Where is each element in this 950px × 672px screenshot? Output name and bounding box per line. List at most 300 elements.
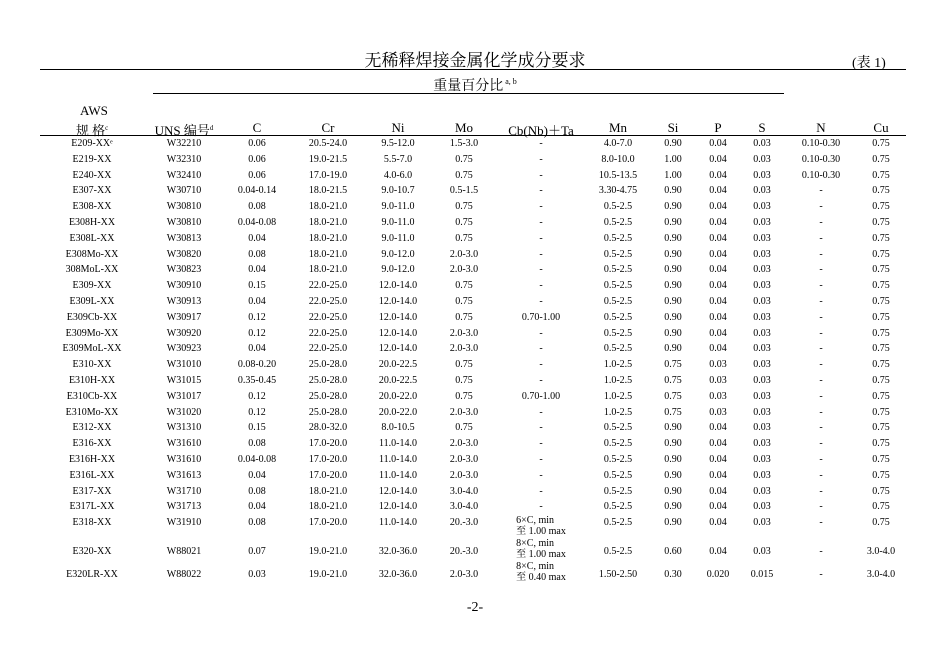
table-cell: 0.08 (248, 517, 266, 529)
table-cell: W30810 (166, 201, 202, 213)
table-cell: 0.75 (455, 374, 473, 386)
header-cr: Cr (321, 120, 335, 135)
cbta-formula-max: 至 0.40 max (516, 572, 566, 584)
table-cell: - (819, 517, 823, 529)
table-cell: 0.04 (709, 546, 727, 558)
table-cell: 0.03 (753, 280, 771, 292)
table-cell: - (819, 406, 823, 418)
table-cell: 0.04 (248, 343, 266, 355)
header-uns-note: d (209, 124, 214, 132)
table-cell: W31015 (166, 374, 202, 386)
table-cell: 0.90 (664, 453, 682, 465)
table-cell: 0.75 (872, 469, 890, 481)
table-cell: 19.0-21.0 (308, 546, 348, 558)
cbta-formula-max: 至 1.00 max (516, 526, 566, 538)
table-cell: 5.5-7.0 (383, 153, 413, 165)
table-cell: 0.12 (248, 406, 266, 418)
table-row (0, 294, 950, 310)
table-row (0, 152, 950, 168)
table-cell: E307-XX (72, 185, 112, 197)
table-cell: 0.020 (706, 569, 730, 581)
table-cell: - (819, 216, 823, 228)
table-cell: 0.90 (664, 185, 682, 197)
table-cell: E219-XX (72, 153, 112, 165)
table-cell: - (539, 374, 543, 386)
table-cell: 0.04 (709, 201, 727, 213)
table-cell: - (539, 438, 543, 450)
table-cell: 8.0-10.0 (601, 153, 635, 165)
table-cell: W30920 (166, 327, 202, 339)
table-cell: - (539, 327, 543, 339)
table-cell: 0.04 (709, 327, 727, 339)
table-cell: 9.0-11.0 (381, 216, 415, 228)
table-cell: 0.08 (248, 201, 266, 213)
table-cell: 0.03 (753, 517, 771, 529)
table-cell: 0.75 (872, 517, 890, 529)
table-cell: 0.04 (709, 280, 727, 292)
table-cell: 0.90 (664, 248, 682, 260)
table-cell: W30810 (166, 216, 202, 228)
table-row (0, 420, 950, 436)
table-cell: 17.0-20.0 (308, 438, 348, 450)
table-row (0, 468, 950, 484)
table-cell: 0.04 (248, 295, 266, 307)
table-cell: 0.75 (455, 390, 473, 402)
table-cell: W31613 (166, 469, 202, 481)
table-cell: W31610 (166, 453, 202, 465)
table-cell: 0.90 (664, 201, 682, 213)
table-cell: 0.03 (709, 406, 727, 418)
table-cell: E317L-XX (69, 501, 115, 513)
table-cell: 17.0-20.0 (308, 469, 348, 481)
table-cell: 0.03 (753, 343, 771, 355)
table-row (0, 247, 950, 263)
table-row (0, 484, 950, 500)
table-cell: 1.0-2.5 (603, 374, 633, 386)
page-number: -2- (466, 600, 484, 615)
table-cell: E312-XX (72, 422, 112, 434)
table-row (0, 231, 950, 247)
table-row (0, 405, 950, 421)
table-cell: - (539, 453, 543, 465)
table-cell: 0.5-2.5 (603, 469, 633, 481)
table-cell: - (819, 343, 823, 355)
table-cell: 0.12 (248, 327, 266, 339)
table-cell: 0.04 (709, 517, 727, 529)
table-cell: 22.0-25.0 (308, 295, 348, 307)
table-cell: W30813 (166, 232, 202, 244)
table-cell: 0.90 (664, 138, 682, 149)
cbta-formula-max: 至 1.00 max (516, 549, 566, 561)
table-cell: 3.30-4.75 (598, 185, 638, 197)
table-cell: 0.75 (872, 185, 890, 197)
table-cell: 0.03 (753, 201, 771, 213)
table-cell: 20.-3.0 (449, 517, 479, 529)
table-cell: 19.0-21.0 (308, 569, 348, 581)
table-cell: 3.0-4.0 (449, 485, 479, 497)
table-cell: W30917 (166, 311, 202, 323)
table-cell: 2.0-3.0 (449, 438, 479, 450)
table-cell: 0.04 (709, 485, 727, 497)
table-cell: 0.90 (664, 311, 682, 323)
table-row (0, 262, 950, 278)
table-cell: - (539, 153, 543, 165)
table-cell: 12.0-14.0 (378, 327, 418, 339)
table-row (0, 310, 950, 326)
table-cell: 0.03 (753, 406, 771, 418)
table-cell: 0.90 (664, 517, 682, 529)
table-cell: 0.75 (872, 390, 890, 402)
table-cell: 0.75 (872, 153, 890, 165)
table-cell: - (819, 569, 823, 581)
table-cell: 25.0-28.0 (308, 374, 348, 386)
subtitle-notes: a, b (505, 77, 517, 86)
table-cell: - (539, 248, 543, 260)
header-aws: AWS (80, 103, 108, 118)
table-cell: W88022 (166, 569, 202, 581)
table-cell: W32410 (166, 169, 202, 181)
table-cell: 0.04 (709, 216, 727, 228)
table-cell: W30820 (166, 248, 202, 260)
table-cell: - (819, 359, 823, 371)
table-cell: 1.0-2.5 (603, 406, 633, 418)
table-cell: 18.0-21.0 (308, 216, 348, 228)
table-cell: W32310 (166, 153, 202, 165)
table-cell: 0.04 (248, 232, 266, 244)
table-cell: - (539, 501, 543, 513)
table-cell: 9.0-12.0 (381, 264, 415, 276)
table-cell: 0.04 (709, 343, 727, 355)
table-cell: 18.0-21.0 (308, 501, 348, 513)
table-cell: E316H-XX (68, 453, 116, 465)
table-cell: 0.04 (709, 295, 727, 307)
table-cell: 0.04-0.08 (237, 216, 277, 228)
table-cell: E310Cb-XX (66, 390, 118, 402)
header-spec-text: 规 格 (75, 123, 106, 138)
table-cell: 8.0-10.5 (381, 422, 415, 434)
table-cell: 0.04 (248, 264, 266, 276)
table-cell: 0.75 (664, 390, 682, 402)
table-cell: 9.0-11.0 (381, 232, 415, 244)
table-cell: E240-XX (72, 169, 112, 181)
header-cu: Cu (873, 120, 889, 135)
table-cell: 0.5-2.5 (603, 438, 633, 450)
header-mo: Mo (454, 120, 474, 135)
table-cell: 12.0-14.0 (378, 343, 418, 355)
table-cell: 0.5-2.5 (603, 517, 633, 529)
table-cell: 0.04 (709, 438, 727, 450)
table-cell: 2.0-3.0 (449, 469, 479, 481)
table-cell: 9.0-12.0 (381, 248, 415, 260)
table-row (0, 326, 950, 342)
table-cell: E309MoL-XX (62, 343, 122, 355)
table-cell: W30913 (166, 295, 202, 307)
table-cell: 0.06 (248, 138, 266, 149)
table-cell: W31010 (166, 359, 202, 371)
table-cell: 0.06 (248, 153, 266, 165)
table-cell: - (539, 280, 543, 292)
table-cell: 22.0-25.0 (308, 280, 348, 292)
header-cbta: Cb(Nb)＋Ta (508, 123, 574, 138)
table-cell: 0.04 (709, 185, 727, 197)
table-cell: 17.0-19.0 (308, 169, 348, 181)
table-cell: - (539, 295, 543, 307)
cbta-formula-min: 8×C, min (516, 538, 555, 550)
table-cell: 0.75 (455, 169, 473, 181)
table-cell: 0.75 (455, 280, 473, 292)
table-cell: - (819, 248, 823, 260)
table-cell: 0.75 (872, 232, 890, 244)
table-cell: 0.75 (455, 216, 473, 228)
table-cell: - (539, 485, 543, 497)
table-cell: 18.0-21.0 (308, 264, 348, 276)
table-cell: - (819, 327, 823, 339)
table-cell: E308-XX (72, 201, 112, 213)
table-row (0, 436, 950, 452)
table-cell: - (819, 453, 823, 465)
table-cell: 2.0-3.0 (449, 343, 479, 355)
table-cell: 0.10-0.30 (801, 169, 841, 181)
table-cell: 0.75 (455, 311, 473, 323)
table-cell: 18.0-21.0 (308, 485, 348, 497)
table-cell: 3.0-4.0 (866, 546, 896, 558)
table-cell: 308MoL-XX (65, 264, 119, 276)
table-cell: 0.75 (455, 422, 473, 434)
table-cell: - (539, 216, 543, 228)
table-cell: 4.0-6.0 (383, 169, 413, 181)
table-cell: E320LR-XX (66, 569, 118, 581)
table-cell: E317-XX (72, 485, 112, 497)
table-cell: - (539, 264, 543, 276)
table-cell: 0.90 (664, 422, 682, 434)
table-cell: - (819, 201, 823, 213)
table-number: (表 1) (852, 56, 886, 71)
table-cell: 25.0-28.0 (308, 406, 348, 418)
table-cell: E316-XX (72, 438, 112, 450)
table-cell: 0.04 (709, 248, 727, 260)
table-cell: 0.03 (753, 453, 771, 465)
table-cell: 2.0-3.0 (449, 327, 479, 339)
table-cell: 0.5-2.5 (603, 327, 633, 339)
table-cell: 0.04 (709, 453, 727, 465)
table-cell: 12.0-14.0 (378, 485, 418, 497)
table-cell: 0.12 (248, 311, 266, 323)
table-row (0, 168, 950, 184)
table-cell: 0.03 (753, 248, 771, 260)
table-cell: 0.90 (664, 216, 682, 228)
table-cell: 0.03 (753, 169, 771, 181)
table-cell: 0.75 (872, 311, 890, 323)
table-cell: 0.03 (753, 216, 771, 228)
table-cell: 0.75 (872, 248, 890, 260)
table-cell: 25.0-28.0 (308, 390, 348, 402)
table-cell: E310H-XX (68, 374, 116, 386)
table-cell: E308L-XX (69, 232, 115, 244)
table-cell: 0.90 (664, 438, 682, 450)
table-cell: - (539, 469, 543, 481)
table-cell: - (539, 232, 543, 244)
table-cell: 20.0-22.0 (378, 390, 418, 402)
table-cell: 0.75 (872, 485, 890, 497)
table-cell: 0.5-2.5 (603, 343, 633, 355)
header-ni: Ni (391, 120, 405, 135)
table-cell: - (819, 546, 823, 558)
table-cell: 0.90 (664, 280, 682, 292)
table-cell: W31610 (166, 438, 202, 450)
table-cell: 0.5-2.5 (603, 216, 633, 228)
table-cell: 0.04 (709, 264, 727, 276)
table-cell: 0.03 (248, 569, 266, 581)
table-cell: 0.75 (455, 153, 473, 165)
table-cell: 0.35-0.45 (237, 374, 277, 386)
table-cell: 11.0-14.0 (379, 517, 417, 529)
header-p: P (714, 120, 722, 135)
table-cell: E309Cb-XX (66, 311, 118, 323)
header-c: C (252, 120, 262, 135)
table-cell: 0.5-2.5 (603, 422, 633, 434)
table-cell: 0.03 (753, 485, 771, 497)
table-cell: 0.90 (664, 264, 682, 276)
table-cell: 0.60 (664, 546, 682, 558)
table-cell: E316L-XX (69, 469, 115, 481)
table-cell: 22.0-25.0 (308, 343, 348, 355)
table-cell: 0.75 (664, 359, 682, 371)
table-cell: - (819, 485, 823, 497)
table-cell: 0.03 (753, 390, 771, 402)
table-cell: 3.0-4.0 (866, 569, 896, 581)
table-cell: 20.0-22.5 (378, 359, 418, 371)
table-cell: 20.5-24.0 (308, 138, 348, 149)
table-cell: 0.75 (872, 264, 890, 276)
table-cell: W30910 (166, 280, 202, 292)
table-cell: 12.0-14.0 (378, 501, 418, 513)
table-row (0, 452, 950, 468)
table-cell: 0.04-0.08 (237, 453, 277, 465)
table-cell: 0.5-2.5 (603, 295, 633, 307)
cbta-formula-min: 6×C, min (516, 515, 555, 527)
table-cell: - (539, 422, 543, 434)
table-cell: 0.03 (753, 153, 771, 165)
table-cell: 0.04 (709, 153, 727, 165)
table-cell: 0.15 (248, 280, 266, 292)
table-cell: 2.0-3.0 (449, 453, 479, 465)
table-cell: E310Mo-XX (65, 406, 119, 418)
table-cell: 0.75 (872, 327, 890, 339)
table-cell: 0.5-2.5 (603, 280, 633, 292)
table-cell: 0.75 (872, 438, 890, 450)
table-cell: 0.03 (753, 232, 771, 244)
table-cell: 20.0-22.5 (378, 374, 418, 386)
table-cell: 0.03 (753, 295, 771, 307)
table-cell: E308H-XX (68, 216, 116, 228)
table-cell: - (819, 469, 823, 481)
table-cell: - (539, 406, 543, 418)
table-cell: 17.0-20.0 (308, 517, 348, 529)
table-cell: 0.75 (872, 374, 890, 386)
table-cell: 0.03 (753, 469, 771, 481)
table-row (0, 373, 950, 389)
table-cell: - (819, 390, 823, 402)
table-cell: - (819, 438, 823, 450)
table-cell: 0.75 (872, 501, 890, 513)
table-cell: 0.5-2.5 (603, 232, 633, 244)
table-cell: 20.-3.0 (449, 546, 479, 558)
table-cell: 9.0-10.7 (381, 185, 415, 197)
header-spec-note: c (105, 124, 109, 132)
table-cell: 0.75 (872, 406, 890, 418)
table-row (0, 199, 950, 215)
subtitle-rule (153, 93, 784, 94)
table-cell: 32.0-36.0 (378, 546, 418, 558)
table-cell: 0.08 (248, 248, 266, 260)
table-cell: 0.5-1.5 (449, 185, 479, 197)
table-cell: W32210 (166, 138, 202, 149)
table-cell: 0.04 (709, 422, 727, 434)
table-cell: 0.04 (709, 311, 727, 323)
table-cell: 0.5-2.5 (603, 501, 633, 513)
table-cell: 0.03 (753, 311, 771, 323)
table-cell: 2.0-3.0 (449, 264, 479, 276)
table-row (0, 215, 950, 231)
table-cell: 0.12 (248, 390, 266, 402)
table-cell: 0.5-2.5 (603, 485, 633, 497)
table-cell: E309-XX (72, 280, 112, 292)
header-si: Si (667, 120, 679, 135)
table-cell: E320-XX (72, 546, 112, 558)
table-cell: E209-XXᵉ (71, 138, 113, 149)
subtitle-text: 重量百分比 (433, 79, 504, 94)
table-cell: W31910 (166, 517, 202, 529)
table-cell: 12.0-14.0 (378, 311, 418, 323)
table-cell: 0.5-2.5 (603, 546, 633, 558)
table-cell: 0.75 (872, 201, 890, 213)
table-row (0, 136, 950, 152)
table-cell: 17.0-20.0 (308, 453, 348, 465)
table-cell: 0.03 (709, 374, 727, 386)
table-cell: 0.04 (709, 232, 727, 244)
table-cell: W31020 (166, 406, 202, 418)
table-cell: 0.04-0.14 (237, 185, 277, 197)
table-cell: W31310 (166, 422, 202, 434)
table-row (0, 538, 950, 561)
table-cell: 0.03 (753, 546, 771, 558)
top-rule (40, 69, 906, 70)
table-cell: - (819, 264, 823, 276)
table-cell: 0.5-2.5 (603, 264, 633, 276)
table-cell: 0.10-0.30 (801, 153, 841, 165)
table-cell: 0.10-0.30 (801, 138, 841, 149)
table-cell: - (819, 232, 823, 244)
table-cell: 0.5-2.5 (603, 311, 633, 323)
table-cell: 0.75 (664, 374, 682, 386)
table-cell: 18.0-21.0 (308, 232, 348, 244)
table-cell: 1.0-2.5 (603, 390, 633, 402)
table-cell: 0.90 (664, 501, 682, 513)
table-cell: 0.75 (872, 422, 890, 434)
table-cell: 0.04 (248, 501, 266, 513)
table-cell: 22.0-25.0 (308, 327, 348, 339)
table-cell: E309Mo-XX (65, 327, 119, 339)
table-subtitle (0, 75, 950, 95)
table-cell: 0.75 (872, 280, 890, 292)
table-cell: - (539, 138, 543, 149)
table-cell: - (539, 185, 543, 197)
table-cell: 1.00 (664, 169, 682, 181)
table-cell: W31017 (166, 390, 202, 402)
table-cell: 1.50-2.50 (598, 569, 638, 581)
table-cell: 0.75 (455, 201, 473, 213)
table-cell: 9.0-11.0 (381, 201, 415, 213)
